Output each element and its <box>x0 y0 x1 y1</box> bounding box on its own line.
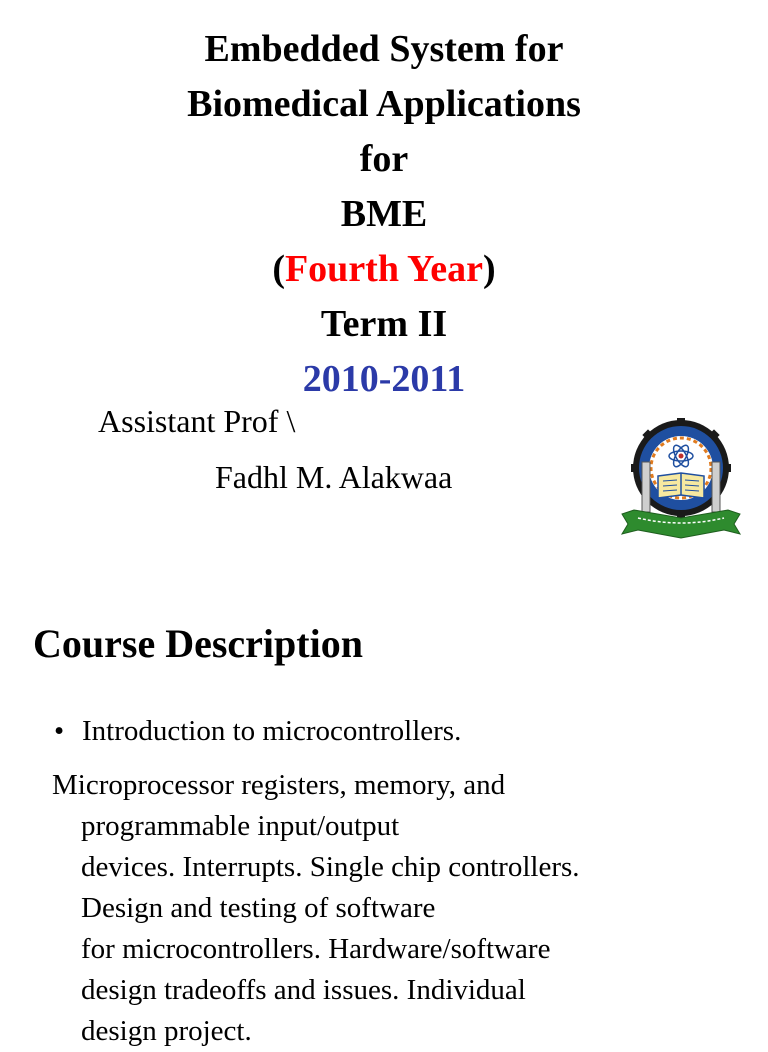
university-seal-icon <box>620 418 742 540</box>
title-line-2: Biomedical Applications <box>187 83 581 125</box>
course-description-body <box>52 765 752 1052</box>
document-title <box>0 22 768 407</box>
desc-line: programmable input/output <box>81 810 400 842</box>
desc-line: design tradeoffs and issues. Individual <box>81 974 526 1006</box>
desc-line: Design and testing of software <box>81 892 436 924</box>
academic-year: 2010-2011 <box>302 358 466 400</box>
author-role: Assistant Prof \ <box>98 403 296 439</box>
paren-close: ) <box>483 248 496 290</box>
bullet-dot-icon: • <box>54 715 65 747</box>
desc-line: Microprocessor registers, memory, and <box>52 769 506 801</box>
title-line-4: BME <box>340 193 428 235</box>
course-description-heading: Course Description <box>33 621 363 666</box>
desc-line: design project. <box>81 1015 252 1047</box>
title-year-line <box>0 242 768 297</box>
fourth-year-highlight: Fourth Year <box>284 248 484 290</box>
desc-line: for microcontrollers. Hardware/software <box>81 933 551 965</box>
term-line: Term II <box>320 303 448 345</box>
paren-open: ( <box>272 248 285 290</box>
course-bullet-item <box>54 715 461 748</box>
title-line-1: Embedded System for <box>204 28 564 70</box>
title-line-3: for <box>359 138 409 180</box>
bullet-text: Introduction to microcontrollers. <box>82 715 462 747</box>
desc-line: devices. Interrupts. Single chip controllers. <box>81 851 580 883</box>
author-name: Fadhl M. Alakwaa <box>215 459 453 495</box>
